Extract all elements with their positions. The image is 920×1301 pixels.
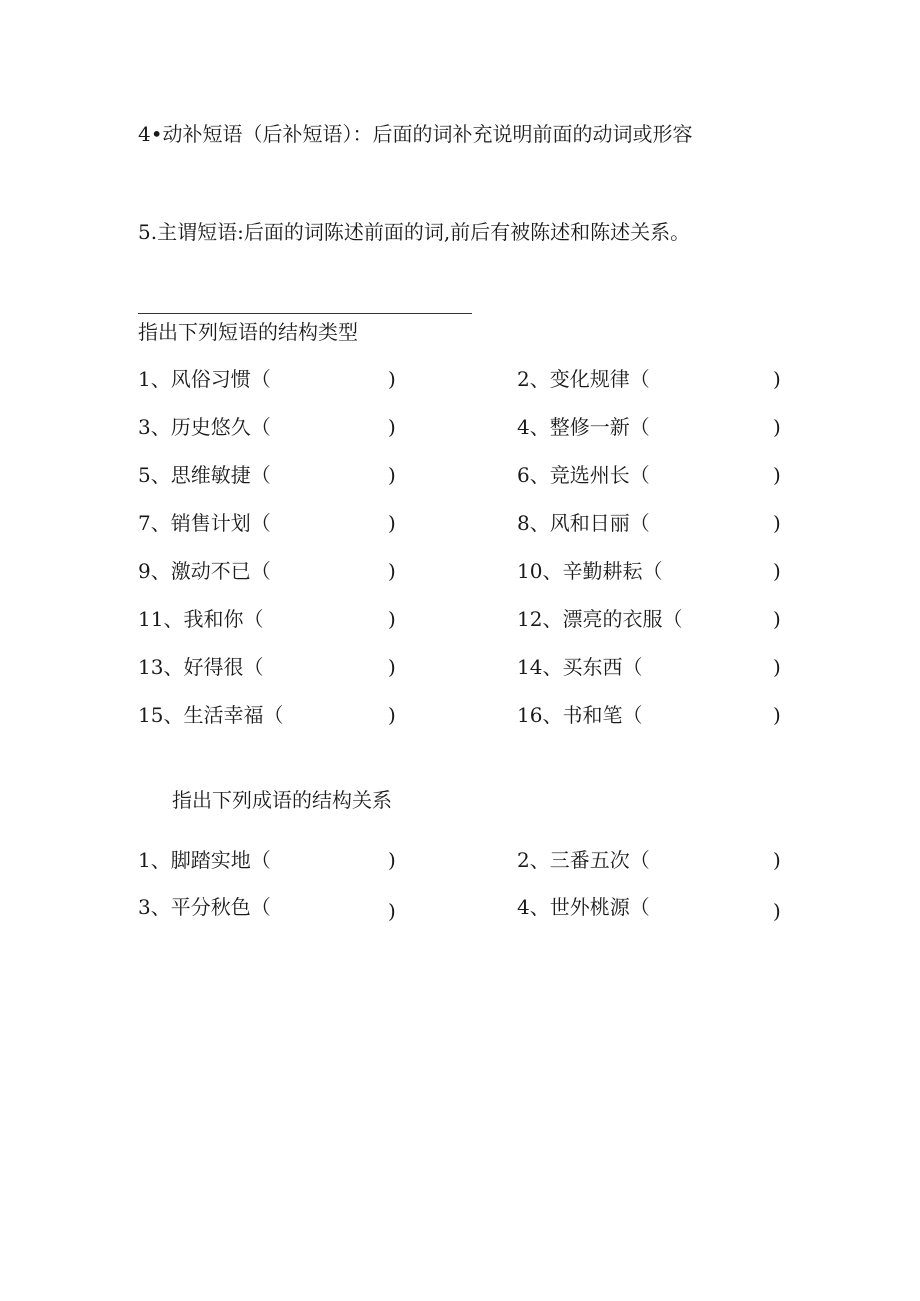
close-paren: ) [773,899,781,923]
list-item: 13、好得很（ [138,655,264,679]
close-paren: ) [773,607,781,631]
list-item: 15、生活幸福（ [138,703,284,727]
list-item: 5、思维敏捷（ [138,463,271,487]
close-paren: ) [773,463,781,487]
close-paren: ) [388,463,396,487]
list-item: 2、三番五次（ [517,848,650,872]
close-paren: ) [773,559,781,583]
list-item: 3、历史悠久（ [138,415,271,439]
close-paren: ) [388,511,396,535]
close-paren: ) [773,367,781,391]
list-item: 3、平分秋色（ [138,895,271,919]
list-item: 2、变化规律（ [517,367,650,391]
list-item: 6、竞选州长（ [517,463,650,487]
list-item: 7、销售计划（ [138,511,271,535]
close-paren: ) [388,655,396,679]
list-item: 4、世外桃源（ [517,895,650,919]
section1-title: 指出下列短语的结构类型 [138,320,358,344]
intro-line-5: 5.主谓短语:后面的词陈述前面的词,前后有被陈述和陈述关系。 [138,220,691,244]
list-item: 16、书和笔（ [517,703,643,727]
close-paren: ) [388,899,396,923]
list-item: 9、激动不已（ [138,559,271,583]
list-item: 11、我和你（ [138,607,264,631]
divider [138,313,472,314]
intro-line-4: 4•动补短语（后补短语）：后面的词补充说明前面的动词或形容 [138,122,693,146]
list-item: 8、风和日丽（ [517,511,650,535]
list-item: 1、脚踏实地（ [138,848,271,872]
close-paren: ) [388,415,396,439]
close-paren: ) [773,848,781,872]
list-item: 14、买东西（ [517,655,643,679]
close-paren: ) [388,559,396,583]
list-item: 4、整修一新（ [517,415,650,439]
close-paren: ) [773,511,781,535]
close-paren: ) [388,848,396,872]
list-item: 12、漂亮的衣服（ [517,607,683,631]
close-paren: ) [388,703,396,727]
close-paren: ) [773,655,781,679]
section2-title: 指出下列成语的结构关系 [172,788,392,812]
close-paren: ) [388,367,396,391]
list-item: 10、辛勤耕耘（ [517,559,663,583]
list-item: 1、风俗习惯（ [138,367,271,391]
close-paren: ) [773,703,781,727]
close-paren: ) [388,607,396,631]
close-paren: ) [773,415,781,439]
